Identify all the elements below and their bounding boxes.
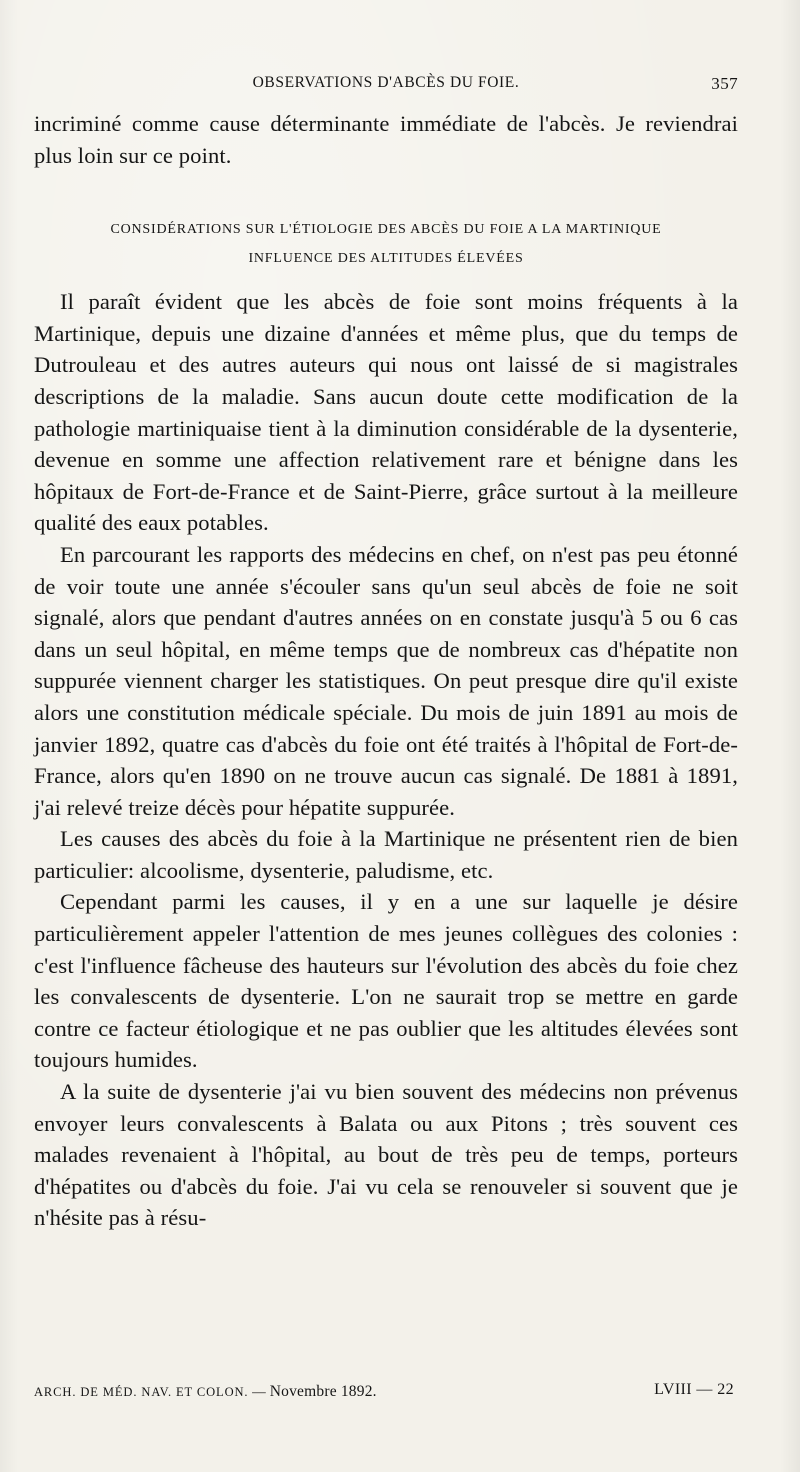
paragraph: A la suite de dysenterie j'ai vu bien souvent des médecins non prévenus envoyer leurs convalescents à Balata ou aux Pitons ; très souvent ces malades revenaient à l'hôpital, au bout de très peu de temps, porteurs d'hépatites ou d'abcès du foie. J'ai vu cela se renouveler si souvent que je n'hésite pas à résu- [34, 1079, 738, 1231]
paragraph-continuation: incriminé comme cause déterminante immédiate de l'abcès. Je reviendrai plus loin sur ce point. [34, 111, 738, 168]
page-number: 357 [711, 74, 738, 93]
paragraph: Cependant parmi les causes, il y en a une sur laquelle je désire particulièrement appeler l'attention de mes jeunes collègues des colonies : c'est l'influence fâcheuse des hauteurs sur l'évolution des abcès du foie chez les convalescents de dysenterie. L'on ne saurait trop se mettre en garde contre ce facteur étiologique et ne pas oublier que les altitudes élevées sont toujours humides. [34, 889, 738, 1073]
section-subheading: INFLUENCE DES ALTITUDES ÉLEVÉES [248, 251, 524, 267]
section-heading: CONSIDÉRATIONS SUR L'ÉTIOLOGIE DES ABCÈS DU FOIE A LA MARTINIQUE [110, 222, 662, 238]
paragraph: Il paraît évident que les abcès de foie sont moins fréquents à la Martinique, depuis une dizaine d'années et même plus, que du temps de Dutrouleau et des autres auteurs qui nous ont laissé de si magistrales descriptions de la maladie. Sans aucun doute cette modification de la pathologie martiniquaise tient à la diminution considérable de la dysenterie, devenue en somme une affection relativement rare et bénigne dans les hôpitaux de Fort-de-France et de Saint-Pierre, grâce surtout à la meilleure qualité des eaux potables. [34, 289, 738, 536]
running-header [34, 74, 738, 102]
running-title: OBSERVATIONS D'ABCÈS DU FOIE. [252, 74, 520, 91]
page-footer [34, 1381, 738, 1407]
main-text [34, 108, 738, 1234]
journal-name: ARCH. DE MÉD. NAV. ET COLON. [34, 1385, 249, 1399]
issue-date: Novembre 1892. [269, 1383, 377, 1400]
journal-reference [34, 1383, 377, 1401]
paragraph: Les causes des abcès du foie à la Martinique ne présentent rien de bien particulier: alcoolisme, dysenterie, paludisme, etc. [34, 826, 738, 883]
signature-mark: LVIII — 22 [654, 1381, 734, 1398]
footer-dash: — [252, 1384, 267, 1399]
paragraph: En parcourant les rapports des médecins en chef, on n'est pas peu étonné de voir toute une année s'écouler sans qu'un seul abcès de foie ne soit signalé, alors que pendant d'autres années on en constate jusqu'à 5 ou 6 cas dans un seul hôpital, en même temps que de nombreux cas d'hépatite non suppurée viennent charger les statistiques. On peut presque dire qu'il existe alors une constitution médicale spéciale. Du mois de juin 1891 au mois de janvier 1892, quatre cas d'abcès du foie ont été traités à l'hôpital de Fort-de-France, alors qu'en 1890 on ne trouve aucun cas signalé. De 1881 à 1891, j'ai relevé treize décès pour hépatite suppurée. [34, 541, 738, 820]
